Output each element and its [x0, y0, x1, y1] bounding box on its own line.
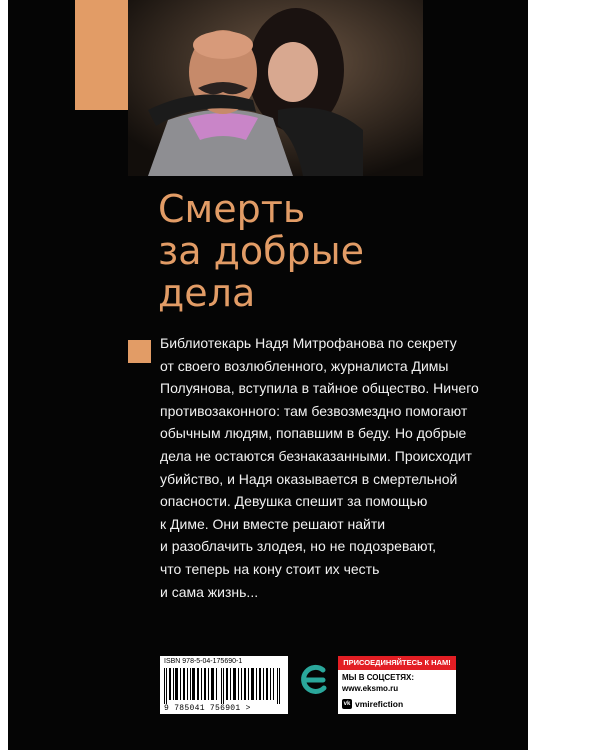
title-line-1: Смерть	[158, 187, 306, 231]
blurb-line: убийство, и Надя оказывается в смертельной	[160, 470, 458, 487]
blurb-line: Полуянова, вступила в тайное общество. Ничего	[160, 380, 479, 397]
author-photo	[128, 0, 423, 176]
blurb-line: Библиотекарь Надя Митрофанова по секрету	[160, 335, 457, 351]
blurb-line: что теперь на кону стоит их честь	[160, 560, 380, 577]
blurb-line: и сама жизнь...	[160, 583, 259, 600]
blurb-line: опасности. Девушка спешит за помощью	[160, 493, 428, 510]
blurb-line: от своего возлюбленного, журналиста Димы	[160, 357, 449, 374]
barcode	[164, 668, 284, 704]
orange-accent-strip	[75, 0, 128, 110]
barcode-box	[160, 656, 288, 714]
blurb-line: противозаконного: там безвозмездно помогают	[160, 402, 468, 419]
barcode-number: 9 785041 756901 >	[164, 704, 251, 713]
vk-row[interactable]	[342, 699, 403, 709]
blurb-line: к Диме. Они вместе решают найти	[160, 515, 386, 532]
book-blurb	[160, 332, 490, 603]
website-link[interactable]: www.eksmo.ru	[342, 684, 399, 693]
social-text	[342, 672, 414, 694]
social-label: МЫ В СОЦСЕТЯХ:	[342, 673, 415, 682]
join-banner: ПРИСОЕДИНЯЙТЕСЬ К НАМ!	[338, 656, 456, 670]
book-back-cover	[8, 0, 528, 750]
vk-handle[interactable]: vmirefiction	[355, 699, 404, 709]
publisher-logo-icon	[299, 663, 329, 697]
title-line-3: дела	[158, 271, 256, 315]
blurb-line: обычным людям, попавшим в беду. Но добрые	[160, 425, 467, 442]
blurb-line: и разоблачить злодея, но не подозревают,	[160, 538, 436, 555]
vk-icon: vk	[343, 701, 351, 707]
isbn-label: ISBN 978-5-04-175690-1	[164, 658, 243, 665]
orange-square-marker	[128, 340, 151, 363]
social-box	[338, 656, 456, 714]
book-title	[158, 188, 364, 314]
blurb-line: дела не остаются безнаказанными. Происходит	[160, 447, 472, 464]
title-line-2: за добрые	[158, 229, 365, 273]
